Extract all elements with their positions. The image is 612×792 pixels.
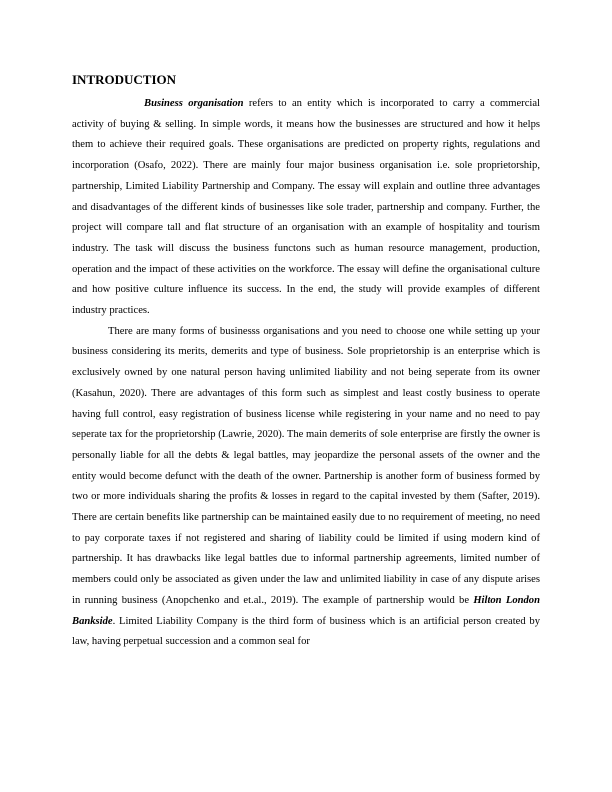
forms-paragraph (72, 322, 540, 653)
forms-paragraph-continuation: . Limited Liability Company is the third form of business which is an artificial person created by law, having perpetual succession and a common seal for (72, 615, 540, 648)
intro-paragraph (72, 94, 540, 322)
forms-paragraph-text: There are many forms of businesss organisations and you need to choose one while setting up your business considering its merits, demerits and type of business. Sole proprietorship is an enterprise which is exclusively owned by one natural person having unlimited liability and not being seperate from its owner (Kasahun, 2020). There are advantages of this form such as simplest and least costly business to operate having full control, easy registration of business license while registering in your name and no need to pay seperate tax for the proprietorship (Lawrie, 2020). The main demerits of sole enterprise are firstly the owner is personally liable for all the debts & legal battles, may jeopardize the personal assets of the owner and the entity would become defunct with the death of the owner. Partnership is another form of business formed by two or more individuals sharing the profits & losses in regard to the capital invested by them (Safter, 2019). There are certain benefits like partnership can be maintained easily due to no requirement of meeting, no need to pay corporate taxes if not registered and sharing of liability could be limited if using modern kind of partnership. It has drawbacks like legal battles due to informal partnership agreements, limited number of members could only be associated as given under the law and unlimited liability in case of any dispute arises in running business (Anopchenko and et.al., 2019). The example of partnership would be (72, 325, 540, 606)
section-heading: INTRODUCTION (72, 72, 177, 87)
intro-paragraph-text: refers to an entity which is incorporated to carry a commercial activity of buying & selling. In simple words, it means how the businesses are structured and how it helps them to achieve their required goals. These organisations are predicted on property rights, regulations and incorporation (Osafo, 2022). There are mainly four major business organisation i.e. sole proprietorship, partnership, Limited Liability Partnership and Company. The essay will explain and outline three advantages and disadvantages of the different kinds of businesses like sole trader, partnership and company. Further, the project will compare tall and flat structure of an organisation with an example of hospitality and tourism industry. The task will discuss the business functons such as human resource management, production, operation and the impact of these activities on the workforce. The essay will define the organisational culture and how positive culture influence its success. In the end, the study will provide examples of different industry practices. (72, 98, 541, 317)
lead-term: Business organisation (144, 98, 244, 109)
example-business-name: Hilton London Bankside (72, 594, 540, 627)
body-text (72, 94, 540, 653)
